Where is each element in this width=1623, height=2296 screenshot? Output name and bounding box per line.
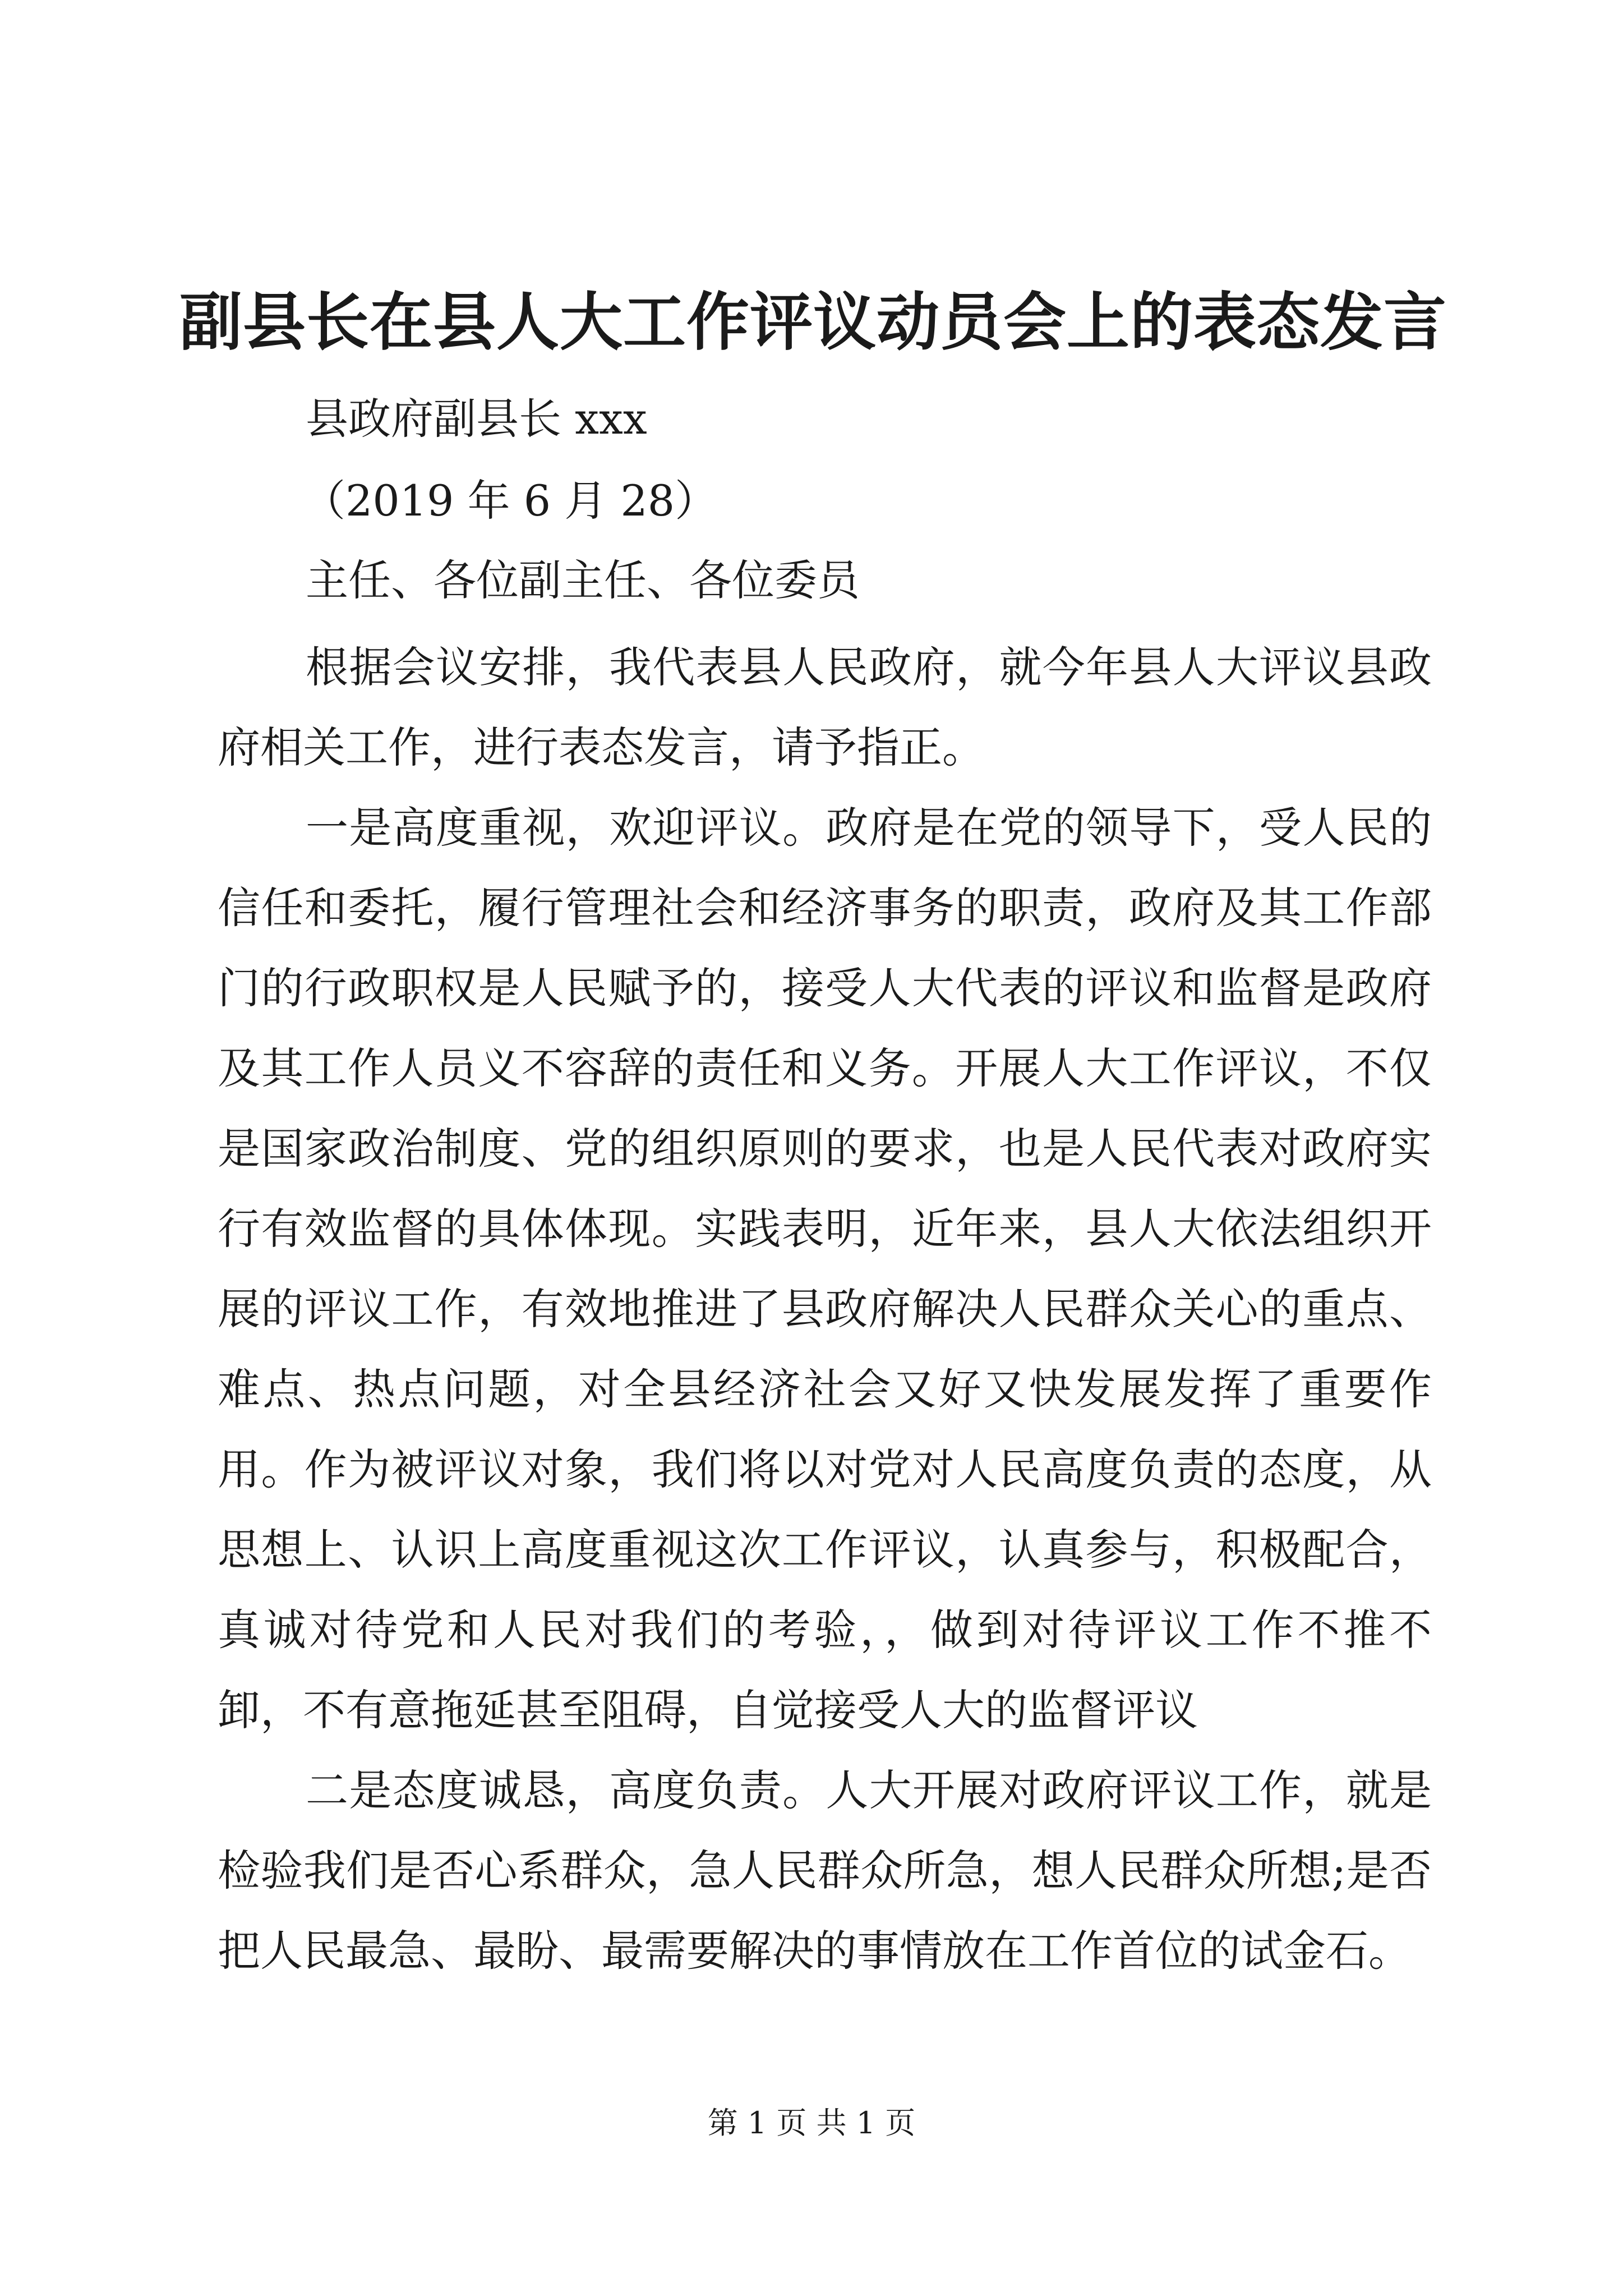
body-paragraph-first-point: 一是高度重视，欢迎评议。政府是在党的领导下，受人民的信任和委托，履行管理社会和经济事务的职责，政府及其工作部门的行政职权是人民赋予的，接受人大代表的评议和监督是政府及其工作人员义不容辞的责任和义务。开展人大工作评议，不仅是国家政治制度、党的组织原则的要求，也是人民代表对政府实行有效监督的具体体现。实践表明，近年来，县人大依法组织开展的评议工作，有效地推进了县政府解决人民群众关心的重点、难点、热点问题，对全县经济社会又好又快发展发挥了重要作用。作为被评议对象，我们将以对党对人民高度负责的态度，从思想上、认识上高度重视这次工作评议，认真参与，积极配合，真诚对待党和人民对我们的考验，，做到对待评议工作不推不卸，不有意拖延甚至阻碍，自觉接受人大的监督评议 [218, 803, 1432, 1735]
body-paragraph-intro: 根据会议安排，我代表县人民政府，就今年县人大评议县政府相关工作，进行表态发言，请予指正。 [218, 642, 1432, 772]
document-body [218, 627, 1432, 1991]
body-paragraph-second-point: 二是态度诚恳，高度负责。人大开展对政府评议工作，就是检验我们是否心系群众，急人民群众所急，想人民群众所想;是否把人民最急、最盼、最需要解决的事情放在工作首位的试金石。 [218, 1765, 1432, 1976]
author-line: 县政府副县长 xxx [306, 394, 647, 444]
page-footer: 第 1 页 共 1 页 [707, 2105, 916, 2141]
date-line: （2019 年 6 月 28） [303, 476, 718, 526]
document-title: 副县长在县人大工作评议动员会上的表态发言 [179, 286, 1447, 359]
salutation-line: 主任、各位副主任、各位委员 [306, 555, 860, 605]
